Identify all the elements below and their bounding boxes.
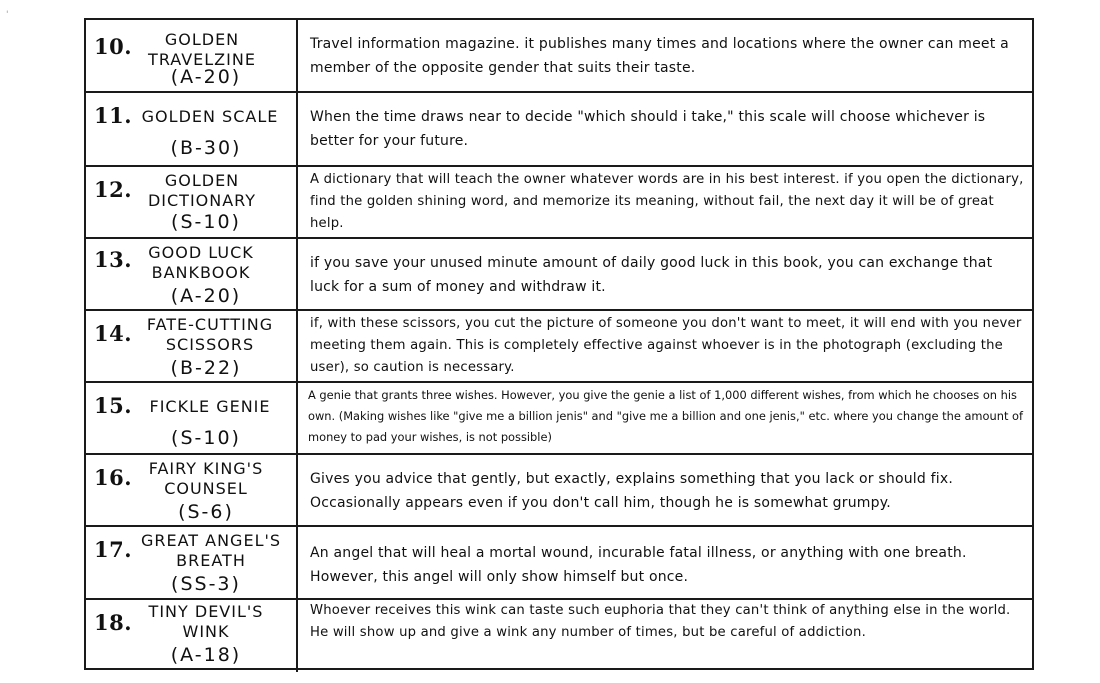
item-rank: (A-20) bbox=[170, 285, 242, 307]
item-rank: (S-10) bbox=[171, 211, 241, 233]
item-name: GOLDEN TRAVELZINE bbox=[148, 30, 256, 69]
item-number: 10. bbox=[94, 34, 133, 59]
column-divider bbox=[296, 527, 298, 598]
column-divider bbox=[296, 239, 298, 309]
name-cell bbox=[86, 600, 296, 672]
name-cell bbox=[86, 93, 296, 165]
name-cell bbox=[86, 239, 296, 309]
item-rank: (A-20) bbox=[170, 66, 242, 88]
item-rank: (A-18) bbox=[170, 644, 242, 666]
column-divider bbox=[296, 167, 298, 237]
item-description: An angel that will heal a mortal wound, incurable fatal illness, or anything with one breath. However, this angel will only show himself but once. bbox=[310, 545, 967, 585]
table-row-18 bbox=[86, 600, 1032, 672]
name-cell bbox=[86, 383, 296, 453]
name-cell bbox=[86, 311, 296, 381]
item-number: 14. bbox=[94, 321, 133, 346]
table-row-10 bbox=[86, 20, 1032, 93]
item-description: if you save your unused minute amount of daily good luck in this book, you can exchange that luck for a sum of money and withdraw it. bbox=[310, 255, 993, 295]
column-divider bbox=[296, 93, 298, 165]
column-divider bbox=[296, 455, 298, 525]
table-row-12 bbox=[86, 167, 1032, 239]
items-table bbox=[84, 18, 1034, 670]
item-number: 18. bbox=[94, 610, 133, 635]
table-row-11 bbox=[86, 93, 1032, 167]
column-divider bbox=[296, 600, 298, 672]
item-description: Whoever receives this wink can taste such euphoria that they can't think of anything else in the world. He will show up and give a wink any number of times, but be careful of addiction. bbox=[310, 603, 1011, 640]
item-description: Gives you advice that gently, but exactly, explains something that you lack or should fix. Occasionally appears even if you don't call him, though he is somewhat grumpy. bbox=[310, 471, 953, 511]
table-row-14 bbox=[86, 311, 1032, 383]
name-cell bbox=[86, 167, 296, 237]
table-row-17 bbox=[86, 527, 1032, 600]
item-name: FAIRY KING'S COUNSEL bbox=[148, 459, 264, 498]
stray-mark: ' bbox=[6, 10, 9, 20]
item-name: FICKLE GENIE bbox=[149, 397, 271, 416]
item-name: GOOD LUCK BANKBOOK bbox=[148, 243, 254, 282]
item-name: GOLDEN SCALE bbox=[141, 107, 279, 126]
name-cell bbox=[86, 455, 296, 525]
item-name: TINY DEVIL'S WINK bbox=[148, 602, 264, 641]
table-row-13 bbox=[86, 239, 1032, 311]
table-row-15 bbox=[86, 383, 1032, 455]
name-cell bbox=[86, 20, 296, 91]
item-name: GOLDEN DICTIONARY bbox=[147, 171, 257, 210]
item-name: GREAT ANGEL'S BREATH bbox=[140, 531, 282, 570]
name-cell bbox=[86, 527, 296, 598]
item-rank: (S-6) bbox=[178, 501, 234, 523]
item-number: 17. bbox=[94, 537, 133, 562]
item-description: A dictionary that will teach the owner whatever words are in his best interest. if you open the dictionary, find the golden shining word, and memorize its meaning, without fail, the next day it will be of great help. bbox=[310, 172, 1024, 231]
item-number: 11. bbox=[94, 103, 133, 128]
column-divider bbox=[296, 20, 298, 91]
item-description: A genie that grants three wishes. However, you give the genie a list of 1,000 different wishes, from which he chooses on his own. (Making wishes like "give me a billion jenis" and "give me a billion and one jenis," etc. where you change the amount of money to pad your wishes, is not possible) bbox=[308, 388, 1024, 444]
table-row-16 bbox=[86, 455, 1032, 527]
item-rank: (B-30) bbox=[170, 137, 242, 159]
item-rank: (S-10) bbox=[171, 427, 241, 449]
item-number: 15. bbox=[94, 393, 133, 418]
item-number: 16. bbox=[94, 465, 133, 490]
item-number: 12. bbox=[94, 177, 133, 202]
column-divider bbox=[296, 383, 298, 453]
item-description: When the time draws near to decide "which should i take," this scale will choose whichever is better for your future. bbox=[310, 109, 986, 149]
item-number: 13. bbox=[94, 247, 133, 272]
item-description: if, with these scissors, you cut the picture of someone you don't want to meet, it will end with you never meeting them again. This is completely effective against whoever is in the photograph (excluding the user), so caution is necessary. bbox=[310, 316, 1022, 375]
item-description: Travel information magazine. it publishes many times and locations where the owner can meet a member of the opposite gender that suits their taste. bbox=[310, 36, 1009, 76]
item-rank: (SS-3) bbox=[171, 573, 241, 595]
item-rank: (B-22) bbox=[170, 357, 242, 379]
item-name: FATE-CUTTING SCISSORS bbox=[146, 315, 274, 354]
column-divider bbox=[296, 311, 298, 381]
